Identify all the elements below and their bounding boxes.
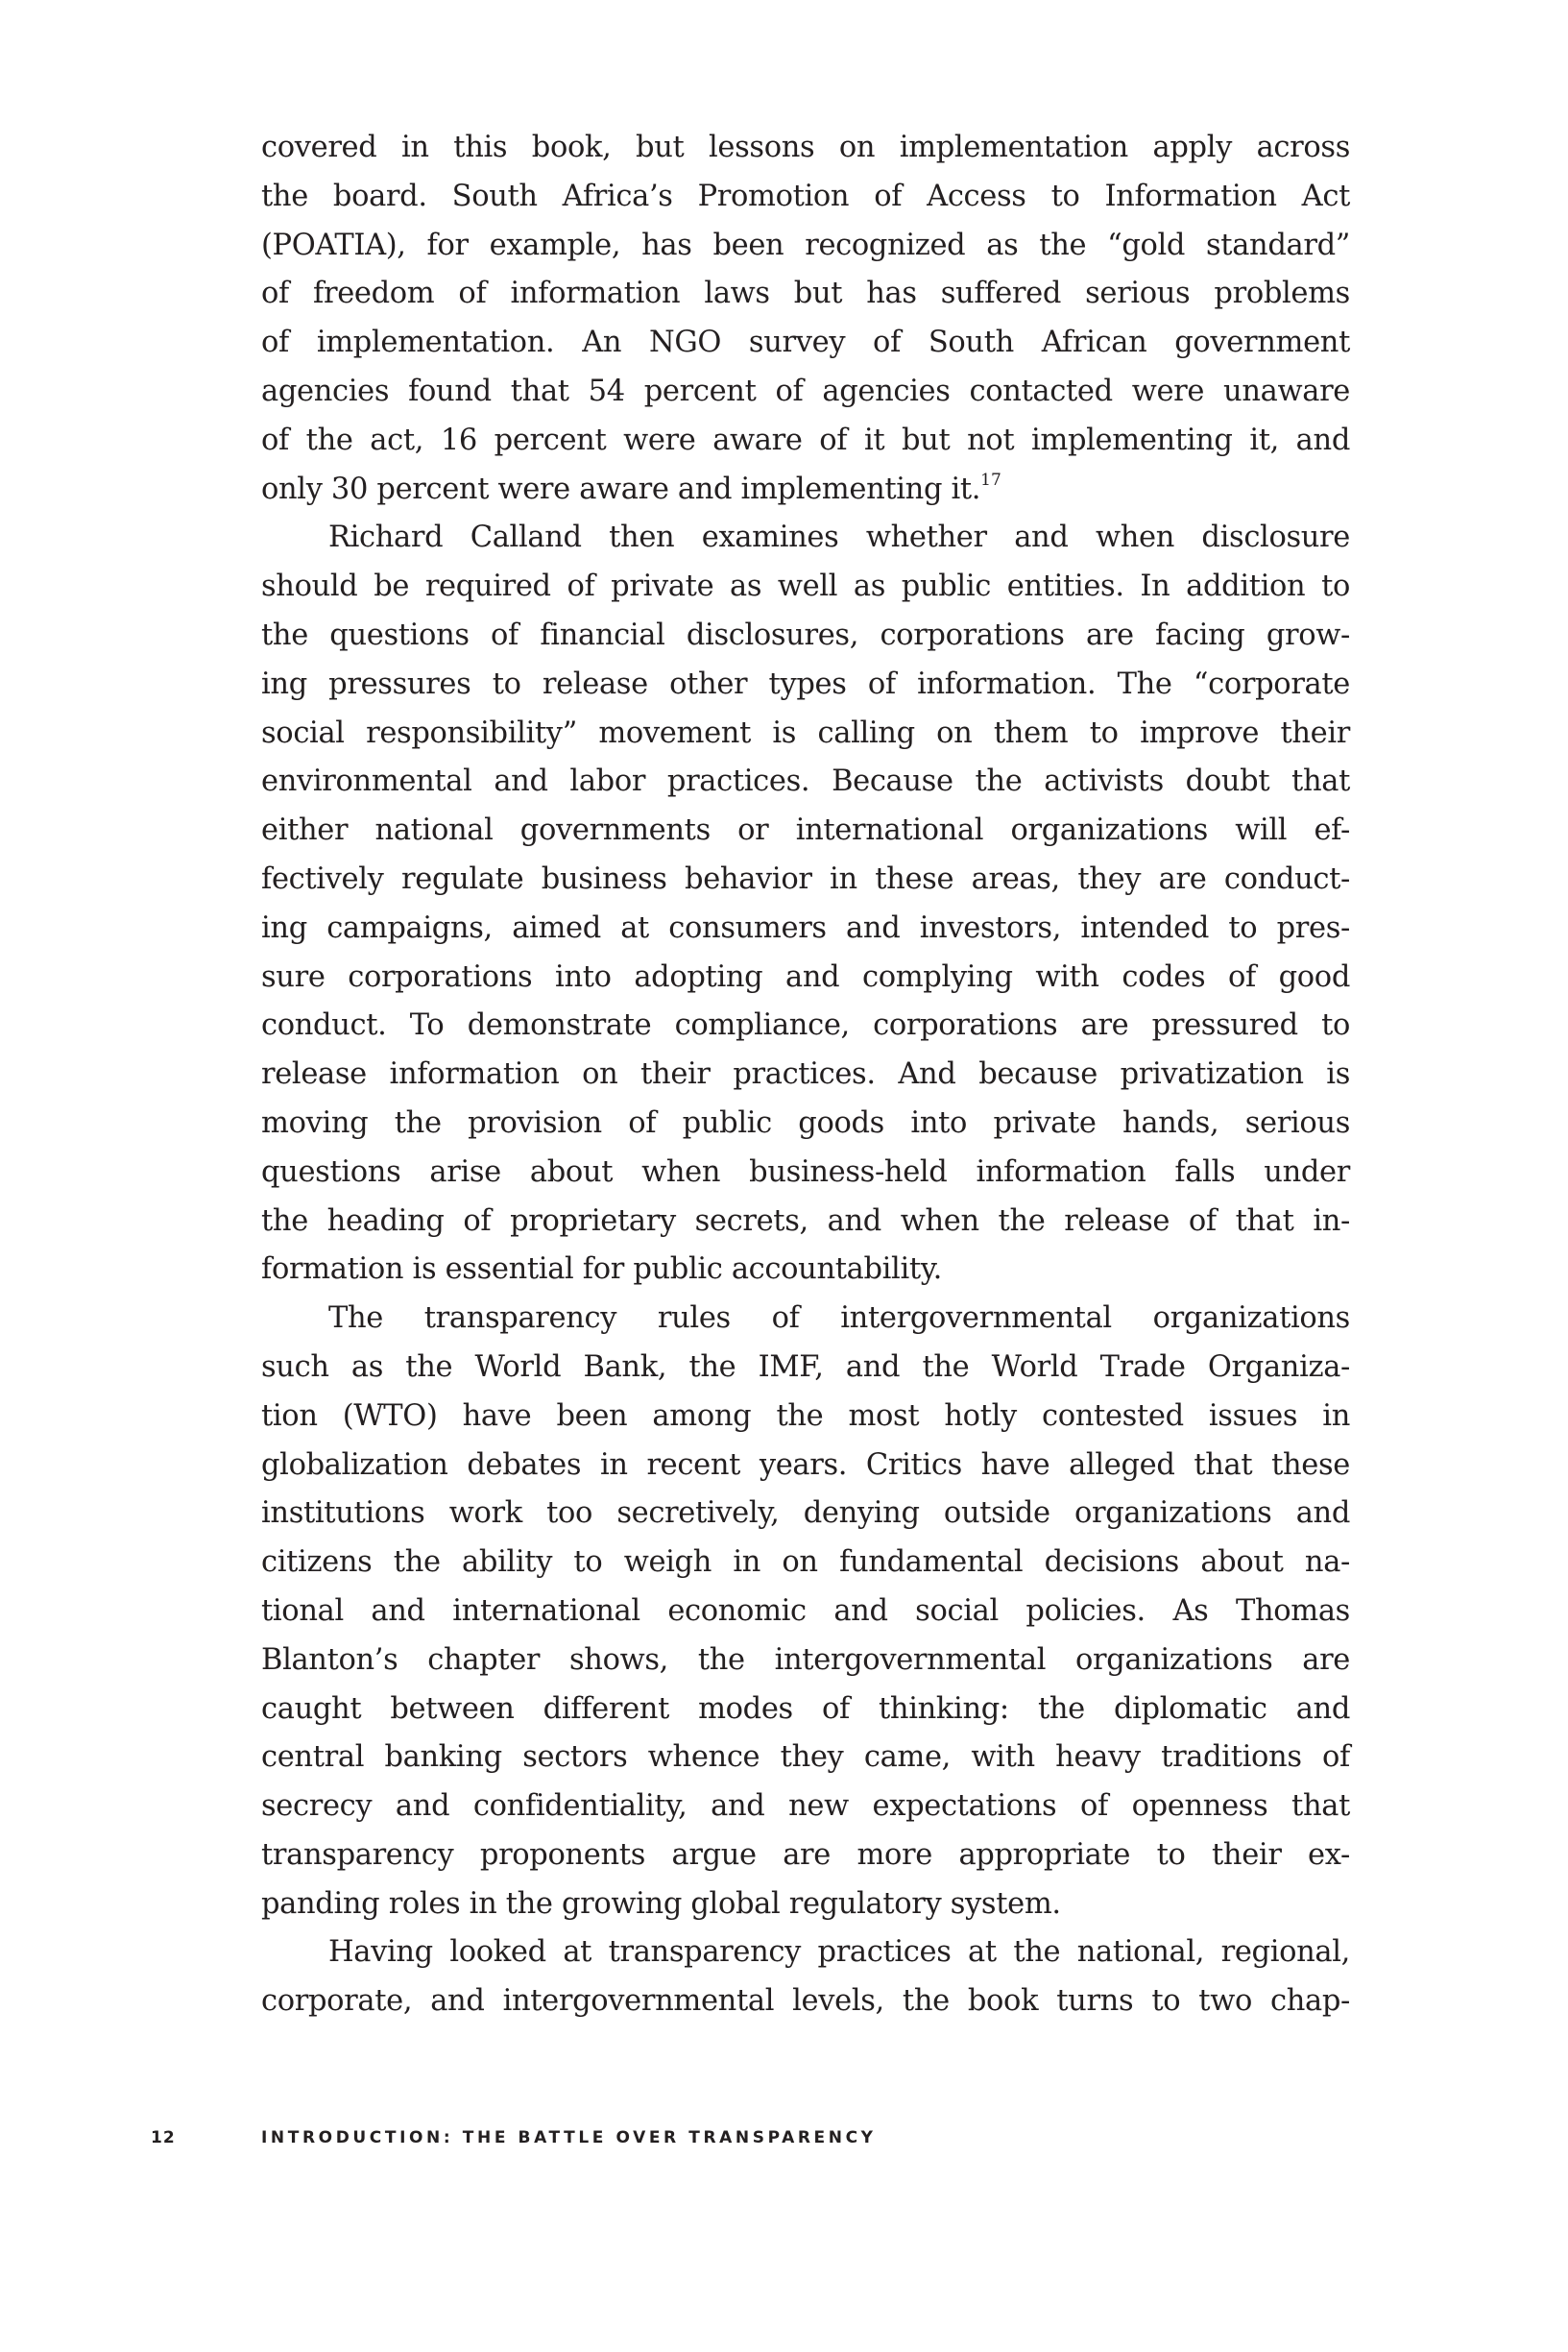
- text-line: secrecy and confidentiality, and new expectations of openness that: [261, 1789, 1350, 1824]
- text-line: caught between different modes of thinking: the diplomatic and: [261, 1691, 1350, 1726]
- text-line: tion (WTO) have been among the most hotly contested issues in: [261, 1398, 1350, 1433]
- paragraph-4: [261, 1928, 1350, 2026]
- text-line: Having looked at transparency practices at the national, regional,: [328, 1935, 1350, 1970]
- text-line: tional and international economic and social policies. As Thomas: [261, 1593, 1350, 1628]
- text-line: panding roles in the growing global regulatory system.: [261, 1886, 1061, 1921]
- text-line: corporate, and intergovernmental levels, the book turns to two chap-: [261, 1984, 1350, 2019]
- paragraph-2: [261, 514, 1350, 1295]
- text-line: conduct. To demonstrate compliance, corporations are pressured to: [261, 1008, 1350, 1043]
- text-line: fectively regulate business behavior in these areas, they are conduct-: [261, 861, 1350, 896]
- text-line-content: only 30 percent were aware and implementing it.: [261, 472, 981, 506]
- text-line: the heading of proprietary secrets, and when the release of that in-: [261, 1203, 1350, 1238]
- text-line: globalization debates in recent years. Critics have alleged that these: [261, 1447, 1350, 1482]
- text-line: of freedom of information laws but has suffered serious problems: [261, 277, 1350, 311]
- text-line: of implementation. An NGO survey of South African government: [261, 326, 1350, 360]
- text-line: transparency proponents argue are more appropriate to their ex-: [261, 1837, 1350, 1872]
- text-line: moving the provision of public goods into private hands, serious: [261, 1105, 1350, 1140]
- text-line: either national governments or international organizations will ef-: [261, 813, 1350, 848]
- text-line: the board. South Africa’s Promotion of Access to Information Act: [261, 179, 1350, 213]
- text-line: central banking sectors whence they came, with heavy traditions of: [261, 1740, 1350, 1775]
- text-line: The transparency rules of intergovernmental organizations: [328, 1301, 1350, 1336]
- text-line: covered in this book, but lessons on implementation apply across: [261, 131, 1350, 164]
- text-line: citizens the ability to weigh in on fundamental decisions about na-: [261, 1545, 1350, 1580]
- text-line: ing pressures to release other types of information. The “corporate: [261, 667, 1350, 701]
- text-line: social responsibility” movement is calling on them to improve their: [261, 715, 1350, 750]
- text-line: formation is essential for public accountability.: [261, 1252, 942, 1287]
- text-line: agencies found that 54 percent of agencies contacted were unaware: [261, 374, 1350, 408]
- text-line: environmental and labor practices. Because the activists doubt that: [261, 764, 1350, 799]
- text-line: (POATIA), for example, has been recognized as the “gold standard”: [261, 228, 1350, 262]
- text-line: such as the World Bank, the IMF, and the World Trade Organiza-: [261, 1349, 1350, 1384]
- text-line: should be required of private as well as public entities. In addition to: [261, 570, 1350, 604]
- text-line: release information on their practices. And because privatization is: [261, 1057, 1350, 1092]
- text-line: ing campaigns, aimed at consumers and investors, intended to pres-: [261, 910, 1350, 945]
- text-line: Richard Calland then examines whether and when disclosure: [328, 521, 1350, 555]
- page-number: 12: [151, 2128, 176, 2147]
- text-line: of the act, 16 percent were aware of it but not implementing it, and: [261, 423, 1350, 457]
- text-line: sure corporations into adopting and complying with codes of good: [261, 959, 1350, 994]
- paragraph-3: [261, 1295, 1350, 1928]
- paragraph-1: [261, 124, 1350, 514]
- body-text: [261, 124, 1350, 2026]
- text-line: Blanton’s chapter shows, the intergovernmental organizations are: [261, 1642, 1350, 1677]
- running-head: INTRODUCTION: THE BATTLE OVER TRANSPARENCY: [261, 2128, 877, 2147]
- footnote-marker[interactable]: 17: [980, 470, 1001, 490]
- text-line: the questions of financial disclosures, corporations are facing grow-: [261, 618, 1350, 652]
- text-line: questions arise about when business-held information falls under: [261, 1154, 1350, 1189]
- text-line: [261, 466, 1350, 515]
- page-footer: [0, 2128, 1568, 2151]
- text-line: institutions work too secretively, denying outside organizations and: [261, 1496, 1350, 1531]
